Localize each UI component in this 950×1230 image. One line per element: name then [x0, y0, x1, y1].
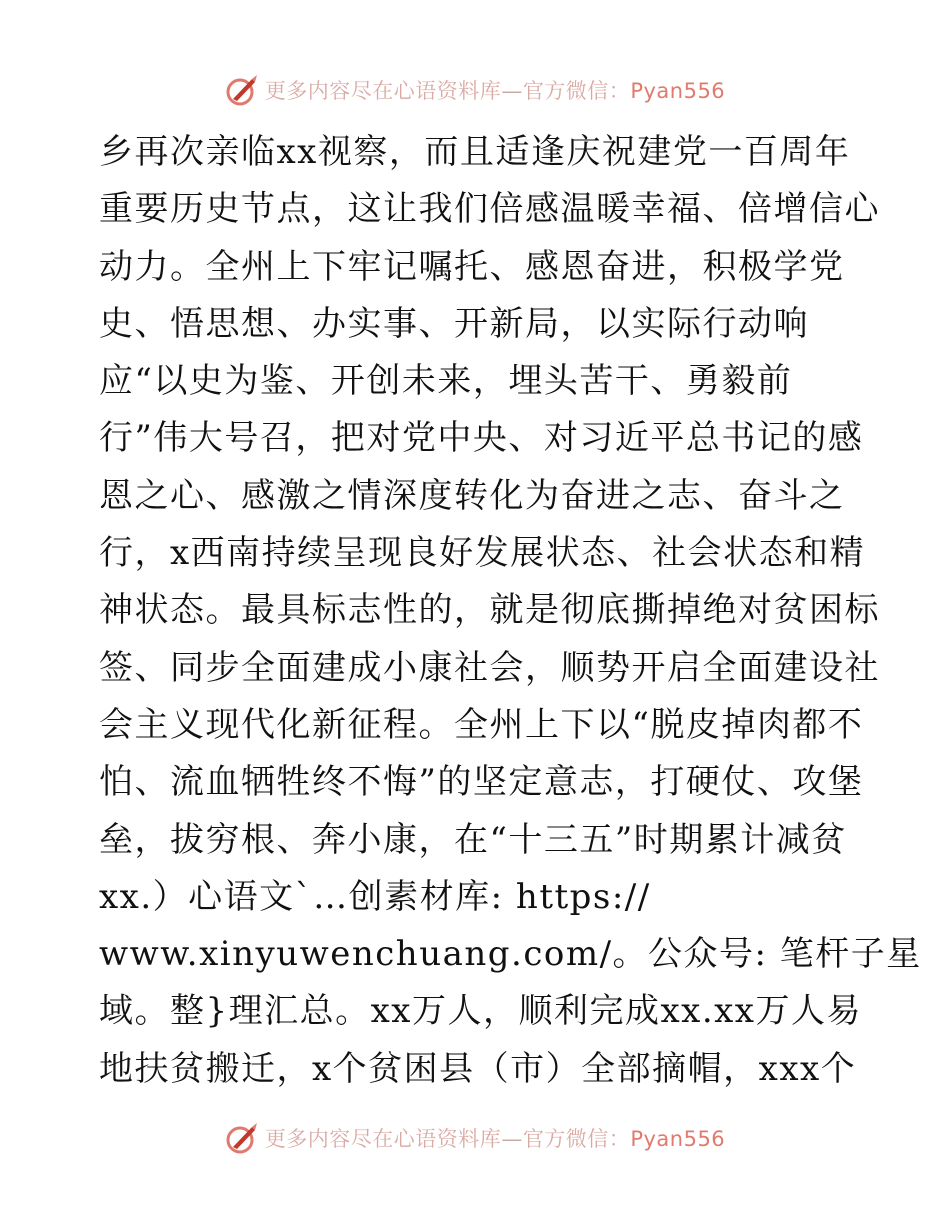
quill-logo-icon	[225, 1121, 259, 1155]
text-line: 神状态。最具标志性的，就是彻底撕掉绝对贫困标	[99, 590, 880, 631]
text-line: 垒，拔穷根、奔小康，在“十三五”时期累计减贫	[99, 819, 847, 860]
watermark-tail: 官方微信：	[522, 1127, 631, 1151]
footer-watermark	[0, 1118, 950, 1158]
quill-logo-icon	[225, 73, 259, 107]
watermark-account: Pyan556	[630, 79, 726, 103]
watermark-separator: —	[501, 79, 523, 103]
text-line: 史、悟思想、办实事、开新局，以实际行动响	[99, 303, 809, 344]
text-line: 重要历史节点，这让我们倍感温暖幸福、倍增信心	[99, 189, 880, 230]
text-line: 行”伟大号召，把对党中央、对习近平总书记的感	[99, 418, 864, 459]
text-line: 怕、流血牺牲终不悔”的坚定意志，打硬仗、攻堡	[99, 762, 864, 803]
text-line: 域。整}理汇总。xx万人，顺利完成xx.xx万人易	[99, 991, 862, 1032]
text-line: 地扶贫搬迁，x个贫困县（市）全部摘帽，xxx个	[99, 1048, 857, 1089]
watermark-text: 更多内容尽在心语资料库	[264, 1127, 502, 1151]
watermark-account: Pyan556	[630, 1127, 726, 1151]
text-line: 行，x西南持续呈现良好发展状态、社会状态和精	[99, 533, 866, 574]
text-line: 恩之心、感激之情深度转化为奋进之志、奋斗之	[99, 475, 845, 516]
watermark-separator: —	[501, 1127, 523, 1151]
watermark-text: 更多内容尽在心语资料库	[264, 79, 502, 103]
document-body	[99, 124, 922, 1098]
text-line: 应“以史为鉴、开创未来，埋头苦干、勇毅前	[99, 361, 793, 402]
text-line: 乡再次亲临xx视察，而且适逢庆祝建党一百周年	[99, 132, 851, 172]
watermark-tail: 官方微信：	[522, 79, 631, 103]
header-watermark	[0, 70, 950, 110]
text-line: 会主义现代化新征程。全州上下以“脱皮掉肉都不	[99, 704, 864, 745]
text-line: xx.）心语文`…创素材库: https://	[99, 876, 651, 917]
text-line: 动力。全州上下牢记嘱托、感恩奋进，积极学党	[99, 246, 845, 287]
text-line: 签、同步全面建成小康社会，顺势开启全面建设社	[99, 647, 880, 688]
text-line: www.xinyuwenchuang.com/。公众号: 笔杆子星	[99, 934, 922, 975]
